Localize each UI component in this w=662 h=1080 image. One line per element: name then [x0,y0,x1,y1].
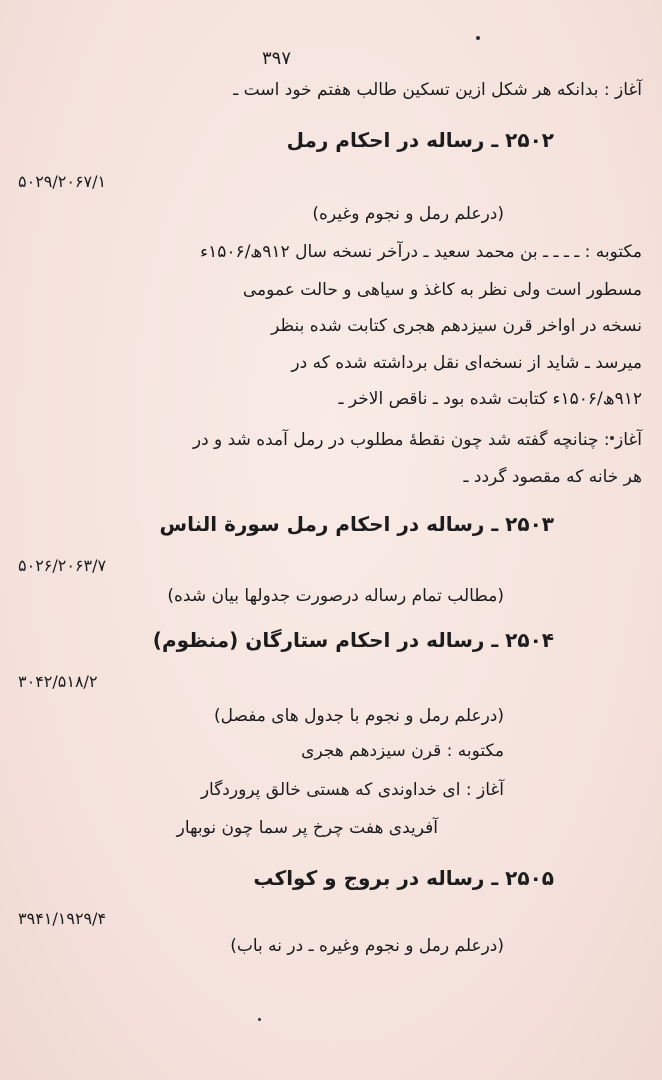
entry-2-manuscript-line-3: نسخه در اواخر قرن سیزدهم هجری کتابت شده بنظر [271,316,642,336]
speck-mark [476,36,480,40]
entry-4-catalog-number: ۳۰۴۲/۵۱۸/۲ [18,672,98,691]
page-number: ۳۹۷ [262,48,292,69]
entry-3-subject: (مطالب تمام رساله درصورت جدولها بیان شده) [167,586,504,606]
entry-5-subject: (درعلم رمل و نجوم وغیره ـ در نه باب) [230,936,504,956]
entry-1-incipit: آغاز : بدانکه هر شکل ازین تسکین طالب هفتم خود است ـ [233,80,642,100]
entry-4-incipit-line-1: آغاز : ای خداوندی که هستی خالق پروردگار [200,780,504,800]
entry-5-heading: ۲۵۰۵ ـ رساله در بروج و کواکب [253,866,554,890]
entry-4-incipit-line-2: آفریدی هفت چرخ پر سما چون نوبهار [176,818,438,838]
entry-3-catalog-number: ۵۰۲۶/۲۰۶۳/۷ [18,556,107,575]
entry-2-manuscript-line-5: ۹۱۲ھ/۱۵۰۶ء کتابت شده بود ـ ناقص الاخر ـ [338,389,642,409]
entry-4-subject: (درعلم رمل و نجوم با جدول های مفصل) [213,706,504,726]
speck-mark [258,1018,261,1021]
entry-2-heading: ۲۵۰۲ ـ رساله در احکام رمل [286,128,554,152]
entry-3-heading: ۲۵۰۳ ـ رساله در احکام رمل سورة الناس [159,512,554,536]
entry-5-catalog-number: ۳۹۴۱/۱۹۲۹/۴ [18,909,107,928]
entry-2-catalog-number: ۵۰۲۹/۲۰۶۷/۱ [18,172,107,191]
entry-2-incipit-line-1: آغاز : چنانچه گفته شد چون نقطهٔ مطلوب در رمل آمده شد و در [192,430,642,450]
entry-2-manuscript-line-1: مکتوبه : ـ ـ ـ ـ بن محمد سعید ـ درآخر نسخه سال ۹۱۲ھ/۱۵۰۶ء [200,242,642,262]
entry-2-incipit-line-2: هر خانه که مقصود گردد ـ [463,467,642,487]
entry-2-subject: (درعلم رمل و نجوم وغیره) [312,204,504,224]
entry-4-heading: ۲۵۰۴ ـ رساله در احکام ستارگان (منظوم) [152,628,554,652]
entry-2-manuscript-line-4: میرسد ـ شاید از نسخه‌ای نقل برداشته شده که در [291,353,642,373]
entry-4-manuscript: مکتوبه : قرن سیزدهم هجری [301,741,504,761]
entry-2-manuscript-line-2: مسطور است ولی نظر به کاغذ و سیاهی و حالت عمومی [242,280,642,300]
